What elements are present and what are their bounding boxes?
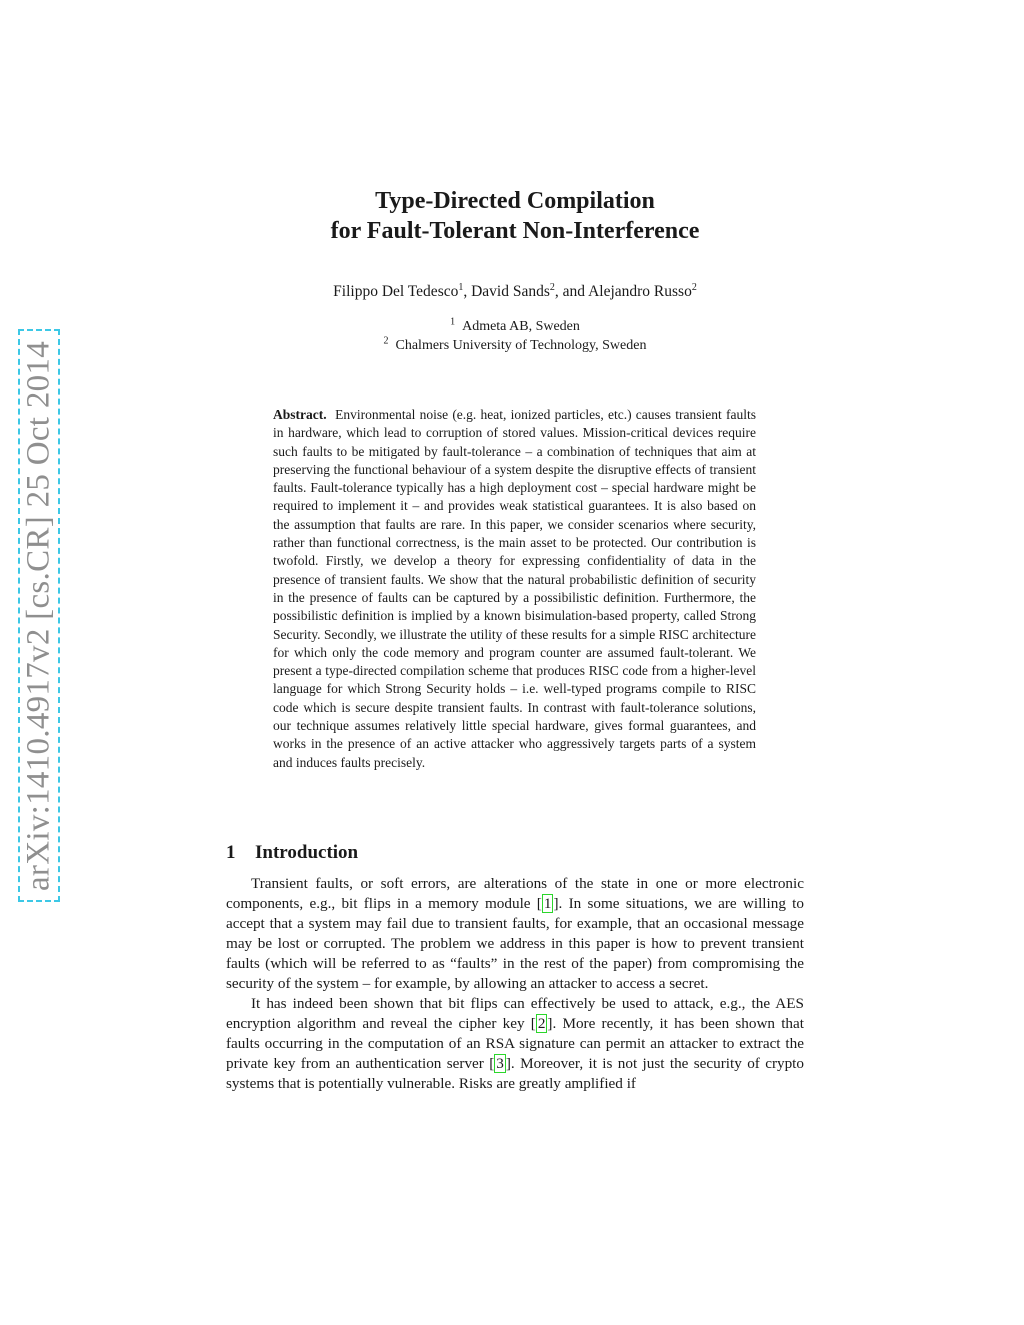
section-title: Introduction bbox=[255, 842, 359, 863]
affiliation-mark: 1 bbox=[450, 316, 456, 328]
author-separator: , and bbox=[554, 283, 589, 300]
affiliation bbox=[230, 335, 800, 354]
affiliation-mark: 2 bbox=[383, 335, 389, 347]
affiliation-mark: 1 bbox=[458, 281, 464, 293]
paragraph-text: ]. More recently, it has been shown that faults occurring in the computation of an RSA signature can permit an attacker to extract the private key from an authentication server [ bbox=[226, 1015, 804, 1072]
paragraph bbox=[226, 994, 804, 1094]
affiliation-mark: 2 bbox=[549, 281, 555, 293]
title-line: Type-Directed Compilation bbox=[375, 188, 655, 214]
introduction-body bbox=[226, 874, 804, 1094]
paragraph-text: ]. In some situations, we are willing to accept that a system may fail due to transient faults, for example, that an occasional message may be lost or corrupted. The problem we address in this paper is how to prevent transient faults (which will be referred to as “faults” in the rest of the paper) from compromising the security of the system – for example, by allowing an attacker to access a secret. bbox=[226, 895, 804, 992]
abstract-label: Abstract. bbox=[273, 407, 327, 422]
paragraph-text: ]. Moreover, it is not just the security of crypto systems that is potentially vulnerable. Risks are greatly amplified if bbox=[226, 1055, 804, 1092]
citation-link[interactable]: 1 bbox=[543, 895, 552, 912]
paragraph-text: It has indeed been shown that bit flips can effectively be used to attack, e.g., the AES encryption algorithm and reveal the cipher key [ bbox=[226, 995, 804, 1032]
abstract-text: Environmental noise (e.g. heat, ionized particles, etc.) causes transient faults in hardware, which lead to corruption of stored values. Mission-critical devices require such faults to be mitigated by fault-tolerance – a combination of techniques that aim at preserving the functional behaviour of a system despite the disruptive effects of transient faults. Fault-tolerance typically has a high deployment cost – special hardware might be required to implement it – and provides weak statistical guarantees. It is also based on the assumption that faults are rare. In this paper, we consider scenarios where security, rather than functional correctness, is the main asset to be protected. Our contribution is twofold. Firstly, we develop a theory for expressing confidentiality of data in the presence of transient faults. We show that the natural probabilistic definition of security in the presence of faults can be captured by a possibilistic definition. Furthermore, the possibilistic definition is implied by a known bisimulation-based property, called Strong Security. Secondly, we illustrate the utility of these results for a simple RISC architecture for which only the code memory and program counter are assumed fault-tolerant. We present a type-directed compilation scheme that produces RISC code from a higher-level language for which Strong Security holds – i.e. well-typed programs compile to RISC code which is secure despite transient faults. In contrast with fault-tolerance solutions, our technique assumes relatively little special hardware, gives formal guarantees, and works in the presence of an active attacker who aggressively targets parts of a system and induces faults precisely. bbox=[273, 407, 756, 770]
author-separator: , bbox=[463, 283, 472, 300]
author-name: Filippo Del Tedesco bbox=[333, 283, 459, 300]
author-list bbox=[230, 283, 800, 301]
affiliation-mark: 2 bbox=[691, 281, 697, 293]
abstract bbox=[273, 406, 756, 772]
paper-title bbox=[230, 186, 800, 246]
author-name: David Sands bbox=[471, 283, 550, 300]
paragraph-text: Transient faults, or soft errors, are alterations of the state in one or more electronic components, e.g., bit flips in a memory module [ bbox=[226, 875, 804, 912]
citation-link[interactable]: 2 bbox=[537, 1015, 546, 1032]
citation-link[interactable]: 3 bbox=[496, 1055, 504, 1072]
affiliation-text: Chalmers University of Technology, Sweden bbox=[395, 338, 647, 353]
section-heading bbox=[226, 842, 358, 864]
affiliation bbox=[230, 316, 800, 335]
author-name: Alejandro Russo bbox=[588, 283, 692, 300]
arxiv-identifier[interactable]: arXiv:1410.4917v2 [cs.CR] 25 Oct 2014 bbox=[20, 340, 57, 892]
title-line: for Fault-Tolerant Non-Interference bbox=[330, 218, 700, 244]
section-number: 1 bbox=[226, 842, 236, 863]
paragraph bbox=[226, 874, 804, 994]
affiliation-text: Admeta AB, Sweden bbox=[462, 319, 580, 334]
